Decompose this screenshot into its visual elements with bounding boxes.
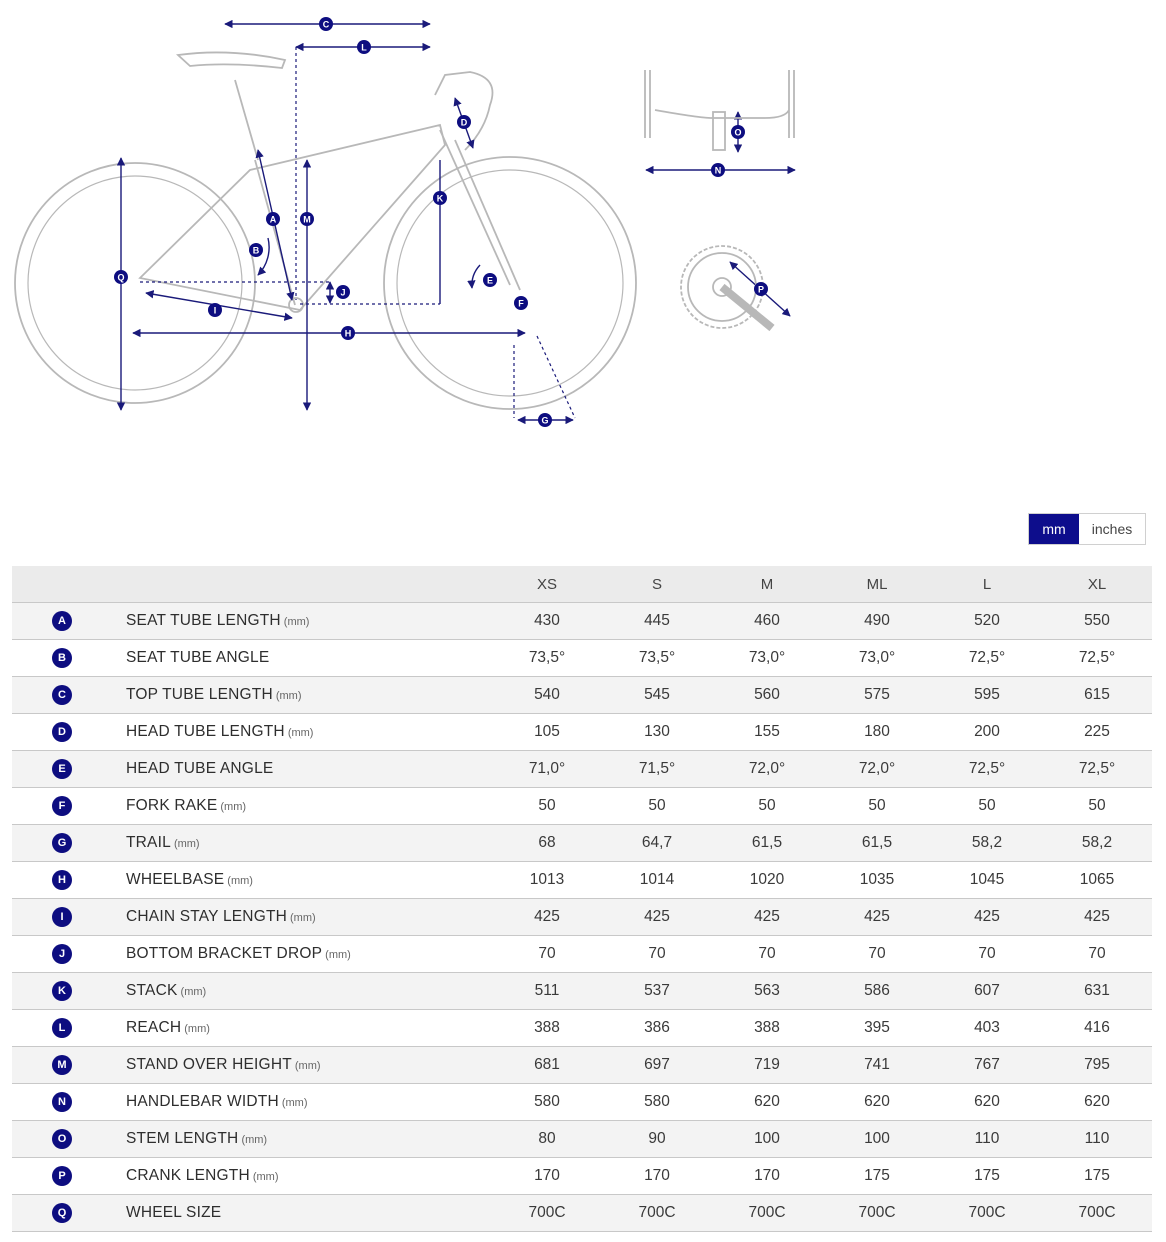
diagram-badge-q bbox=[114, 270, 128, 284]
size-value: 175 bbox=[932, 1158, 1042, 1195]
diagram-badge-p bbox=[754, 282, 768, 296]
size-value: 700C bbox=[1042, 1195, 1152, 1232]
table-row bbox=[12, 1121, 1152, 1158]
svg-text:G: G bbox=[541, 415, 549, 426]
dimension-letter-badge: D bbox=[52, 722, 72, 742]
size-value: 607 bbox=[932, 973, 1042, 1010]
size-value: 563 bbox=[712, 973, 822, 1010]
size-header: L bbox=[932, 566, 1042, 603]
size-value: 61,5 bbox=[712, 825, 822, 862]
row-label: STAND OVER HEIGHT bbox=[126, 1056, 292, 1073]
svg-text:D: D bbox=[460, 117, 468, 128]
size-value: 425 bbox=[602, 899, 712, 936]
row-unit: (mm) bbox=[275, 690, 302, 702]
row-label-cell bbox=[112, 788, 492, 825]
size-value: 70 bbox=[932, 936, 1042, 973]
size-value: 545 bbox=[602, 677, 712, 714]
badge-cell bbox=[12, 603, 112, 640]
size-value: 388 bbox=[712, 1010, 822, 1047]
size-header: ML bbox=[822, 566, 932, 603]
size-value: 73,0° bbox=[712, 640, 822, 677]
table-row bbox=[12, 788, 1152, 825]
dimension-letter-badge: J bbox=[52, 944, 72, 964]
size-value: 1045 bbox=[932, 862, 1042, 899]
row-label: WHEELBASE bbox=[126, 871, 225, 888]
size-value: 70 bbox=[712, 936, 822, 973]
size-value: 1020 bbox=[712, 862, 822, 899]
size-value: 72,5° bbox=[932, 751, 1042, 788]
row-label-cell bbox=[112, 677, 492, 714]
size-value: 72,5° bbox=[932, 640, 1042, 677]
size-value: 719 bbox=[712, 1047, 822, 1084]
badge-cell bbox=[12, 1121, 112, 1158]
row-unit: (mm) bbox=[220, 801, 247, 813]
row-unit: (mm) bbox=[287, 727, 314, 739]
row-label-cell bbox=[112, 603, 492, 640]
dimension-letter-badge: E bbox=[52, 759, 72, 779]
size-value: 620 bbox=[1042, 1084, 1152, 1121]
size-value: 681 bbox=[492, 1047, 602, 1084]
dimension-letter-badge: I bbox=[52, 907, 72, 927]
size-value: 1035 bbox=[822, 862, 932, 899]
size-value: 425 bbox=[932, 899, 1042, 936]
row-label-cell bbox=[112, 751, 492, 788]
row-label: STEM LENGTH bbox=[126, 1130, 239, 1147]
row-label: SEAT TUBE LENGTH bbox=[126, 612, 281, 629]
size-value: 697 bbox=[602, 1047, 712, 1084]
size-value: 100 bbox=[822, 1121, 932, 1158]
row-label: WHEEL SIZE bbox=[126, 1204, 222, 1221]
row-unit: (mm) bbox=[325, 949, 351, 961]
badge-cell bbox=[12, 751, 112, 788]
size-value: 741 bbox=[822, 1047, 932, 1084]
size-value: 425 bbox=[492, 899, 602, 936]
size-value: 595 bbox=[932, 677, 1042, 714]
size-value: 550 bbox=[1042, 603, 1152, 640]
table-row bbox=[12, 714, 1152, 751]
size-value: 700C bbox=[492, 1195, 602, 1232]
size-value: 615 bbox=[1042, 677, 1152, 714]
size-value: 631 bbox=[1042, 973, 1152, 1010]
dimension-letter-badge: L bbox=[52, 1018, 72, 1038]
table-row bbox=[12, 1047, 1152, 1084]
svg-text:E: E bbox=[486, 275, 494, 286]
row-label: HEAD TUBE ANGLE bbox=[126, 760, 274, 777]
diagram-badge-c bbox=[319, 17, 333, 31]
row-label-cell bbox=[112, 1047, 492, 1084]
unit-toggle bbox=[1028, 513, 1146, 545]
mm-button[interactable]: mm bbox=[1029, 514, 1079, 544]
row-label-cell bbox=[112, 862, 492, 899]
size-value: 403 bbox=[932, 1010, 1042, 1047]
table-row bbox=[12, 825, 1152, 862]
badge-cell bbox=[12, 1158, 112, 1195]
row-label-cell bbox=[112, 973, 492, 1010]
table-row bbox=[12, 899, 1152, 936]
diagram-badge-n bbox=[711, 163, 725, 177]
dimension-letter-badge: G bbox=[52, 833, 72, 853]
size-value: 416 bbox=[1042, 1010, 1152, 1047]
handlebar-top-view bbox=[645, 70, 794, 150]
inches-button[interactable]: inches bbox=[1079, 514, 1145, 544]
size-value: 58,2 bbox=[932, 825, 1042, 862]
size-value: 73,5° bbox=[602, 640, 712, 677]
badge-cell bbox=[12, 825, 112, 862]
table-row bbox=[12, 1010, 1152, 1047]
table-row bbox=[12, 677, 1152, 714]
size-value: 540 bbox=[492, 677, 602, 714]
size-value: 388 bbox=[492, 1010, 602, 1047]
svg-text:O: O bbox=[734, 127, 742, 138]
dimension-letter-badge: K bbox=[52, 981, 72, 1001]
size-header-row bbox=[12, 566, 1152, 603]
svg-text:F: F bbox=[518, 298, 524, 309]
size-value: 105 bbox=[492, 714, 602, 751]
dimension-badges bbox=[114, 17, 768, 427]
size-value: 73,5° bbox=[492, 640, 602, 677]
svg-text:A: A bbox=[269, 214, 277, 225]
size-value: 170 bbox=[602, 1158, 712, 1195]
size-value: 620 bbox=[932, 1084, 1042, 1121]
dimension-letter-badge: O bbox=[52, 1129, 72, 1149]
badge-cell bbox=[12, 1195, 112, 1232]
header-blank bbox=[112, 566, 492, 603]
row-label: TOP TUBE LENGTH bbox=[126, 686, 273, 703]
dimension-letter-badge: Q bbox=[52, 1203, 72, 1223]
row-label-cell bbox=[112, 640, 492, 677]
size-value: 50 bbox=[602, 788, 712, 825]
size-value: 64,7 bbox=[602, 825, 712, 862]
svg-text:H: H bbox=[344, 328, 352, 339]
row-unit: (mm) bbox=[281, 1097, 308, 1109]
badge-cell bbox=[12, 862, 112, 899]
dimension-letter-badge: P bbox=[52, 1166, 72, 1186]
table-row bbox=[12, 862, 1152, 899]
size-value: 70 bbox=[492, 936, 602, 973]
svg-text:C: C bbox=[322, 19, 330, 30]
dimension-letter-badge: A bbox=[52, 611, 72, 631]
size-value: 795 bbox=[1042, 1047, 1152, 1084]
diagram-badge-f bbox=[514, 296, 528, 310]
diagram-badge-a bbox=[266, 212, 280, 226]
size-value: 72,0° bbox=[822, 751, 932, 788]
diagram-badge-o bbox=[731, 125, 745, 139]
size-value: 155 bbox=[712, 714, 822, 751]
size-value: 580 bbox=[492, 1084, 602, 1121]
diagram-badge-h bbox=[341, 326, 355, 340]
row-label-cell bbox=[112, 1084, 492, 1121]
size-value: 580 bbox=[602, 1084, 712, 1121]
dimension-letter-badge: B bbox=[52, 648, 72, 668]
geometry-table bbox=[12, 566, 1152, 1232]
size-value: 72,5° bbox=[1042, 640, 1152, 677]
size-value: 50 bbox=[712, 788, 822, 825]
bike-outline bbox=[15, 52, 636, 409]
size-value: 700C bbox=[602, 1195, 712, 1232]
table-row bbox=[12, 603, 1152, 640]
row-unit: (mm) bbox=[252, 1171, 279, 1183]
size-value: 767 bbox=[932, 1047, 1042, 1084]
row-label-cell bbox=[112, 1121, 492, 1158]
size-value: 537 bbox=[602, 973, 712, 1010]
svg-text:Q: Q bbox=[117, 272, 125, 283]
size-value: 71,5° bbox=[602, 751, 712, 788]
size-value: 72,0° bbox=[712, 751, 822, 788]
table-row bbox=[12, 1158, 1152, 1195]
badge-cell bbox=[12, 1084, 112, 1121]
row-label: TRAIL bbox=[126, 834, 171, 851]
row-unit: (mm) bbox=[180, 986, 207, 998]
size-value: 520 bbox=[932, 603, 1042, 640]
size-value: 425 bbox=[1042, 899, 1152, 936]
size-value: 130 bbox=[602, 714, 712, 751]
row-label: BOTTOM BRACKET DROP bbox=[126, 945, 323, 962]
size-value: 200 bbox=[932, 714, 1042, 751]
svg-text:I: I bbox=[213, 305, 217, 316]
badge-cell bbox=[12, 973, 112, 1010]
size-value: 511 bbox=[492, 973, 602, 1010]
size-header: XL bbox=[1042, 566, 1152, 603]
badge-cell bbox=[12, 677, 112, 714]
svg-text:J: J bbox=[340, 287, 346, 298]
size-value: 460 bbox=[712, 603, 822, 640]
size-value: 700C bbox=[932, 1195, 1042, 1232]
badge-cell bbox=[12, 1010, 112, 1047]
size-value: 575 bbox=[822, 677, 932, 714]
size-value: 73,0° bbox=[822, 640, 932, 677]
size-value: 110 bbox=[932, 1121, 1042, 1158]
size-value: 386 bbox=[602, 1010, 712, 1047]
size-value: 50 bbox=[492, 788, 602, 825]
size-value: 90 bbox=[602, 1121, 712, 1158]
table-row bbox=[12, 973, 1152, 1010]
diagram-badge-k bbox=[433, 191, 447, 205]
size-value: 225 bbox=[1042, 714, 1152, 751]
size-value: 175 bbox=[1042, 1158, 1152, 1195]
dimension-letter-badge: N bbox=[52, 1092, 72, 1112]
size-value: 1065 bbox=[1042, 862, 1152, 899]
bike-geometry-diagram bbox=[0, 0, 820, 440]
size-value: 560 bbox=[712, 677, 822, 714]
size-header: XS bbox=[492, 566, 602, 603]
row-label: SEAT TUBE ANGLE bbox=[126, 649, 270, 666]
badge-cell bbox=[12, 936, 112, 973]
svg-text:B: B bbox=[252, 245, 260, 256]
row-label-cell bbox=[112, 714, 492, 751]
row-unit: (mm) bbox=[184, 1023, 210, 1035]
row-unit: (mm) bbox=[283, 616, 310, 628]
size-value: 71,0° bbox=[492, 751, 602, 788]
row-label-cell bbox=[112, 825, 492, 862]
size-value: 425 bbox=[822, 899, 932, 936]
svg-text:N: N bbox=[714, 165, 722, 176]
saddle bbox=[178, 52, 285, 68]
size-value: 620 bbox=[822, 1084, 932, 1121]
diagram-badge-g bbox=[538, 413, 552, 427]
dimension-letter-badge: F bbox=[52, 796, 72, 816]
row-unit: (mm) bbox=[290, 912, 316, 924]
table-row bbox=[12, 640, 1152, 677]
size-value: 170 bbox=[492, 1158, 602, 1195]
size-value: 68 bbox=[492, 825, 602, 862]
row-label: FORK RAKE bbox=[126, 797, 218, 814]
svg-text:K: K bbox=[436, 193, 444, 204]
size-value: 100 bbox=[712, 1121, 822, 1158]
row-unit: (mm) bbox=[227, 875, 253, 887]
dimension-letter-badge: H bbox=[52, 870, 72, 890]
badge-cell bbox=[12, 714, 112, 751]
size-value: 490 bbox=[822, 603, 932, 640]
row-label-cell bbox=[112, 936, 492, 973]
row-label: CRANK LENGTH bbox=[126, 1167, 250, 1184]
size-value: 700C bbox=[712, 1195, 822, 1232]
row-label-cell bbox=[112, 899, 492, 936]
badge-cell bbox=[12, 640, 112, 677]
table-row bbox=[12, 936, 1152, 973]
size-value: 70 bbox=[822, 936, 932, 973]
size-value: 430 bbox=[492, 603, 602, 640]
diagram-badge-e bbox=[483, 273, 497, 287]
size-value: 58,2 bbox=[1042, 825, 1152, 862]
row-unit: (mm) bbox=[173, 838, 200, 850]
table-row bbox=[12, 751, 1152, 788]
size-value: 72,5° bbox=[1042, 751, 1152, 788]
table-row bbox=[12, 1195, 1152, 1232]
size-value: 50 bbox=[822, 788, 932, 825]
diagram-badge-l bbox=[357, 40, 371, 54]
size-value: 1013 bbox=[492, 862, 602, 899]
size-value: 395 bbox=[822, 1010, 932, 1047]
row-label: REACH bbox=[126, 1019, 182, 1036]
header-blank bbox=[12, 566, 112, 603]
size-value: 70 bbox=[602, 936, 712, 973]
diagram-badge-i bbox=[208, 303, 222, 317]
rear-wheel bbox=[15, 163, 255, 403]
size-value: 180 bbox=[822, 714, 932, 751]
row-label: HANDLEBAR WIDTH bbox=[126, 1093, 279, 1110]
dimension-letter-badge: C bbox=[52, 685, 72, 705]
size-value: 445 bbox=[602, 603, 712, 640]
size-value: 110 bbox=[1042, 1121, 1152, 1158]
row-unit: (mm) bbox=[294, 1060, 321, 1072]
size-value: 80 bbox=[492, 1121, 602, 1158]
size-value: 586 bbox=[822, 973, 932, 1010]
size-value: 50 bbox=[932, 788, 1042, 825]
row-label-cell bbox=[112, 1010, 492, 1047]
seatpost bbox=[235, 80, 258, 160]
size-value: 50 bbox=[1042, 788, 1152, 825]
size-value: 620 bbox=[712, 1084, 822, 1121]
row-label: HEAD TUBE LENGTH bbox=[126, 723, 285, 740]
svg-text:P: P bbox=[757, 284, 765, 295]
size-header: M bbox=[712, 566, 822, 603]
size-header: S bbox=[602, 566, 712, 603]
diagram-badge-d bbox=[457, 115, 471, 129]
size-value: 170 bbox=[712, 1158, 822, 1195]
badge-cell bbox=[12, 1047, 112, 1084]
svg-text:L: L bbox=[361, 42, 367, 53]
row-label-cell bbox=[112, 1158, 492, 1195]
row-label-cell bbox=[112, 1195, 492, 1232]
size-value: 61,5 bbox=[822, 825, 932, 862]
size-value: 1014 bbox=[602, 862, 712, 899]
diagram-badge-j bbox=[336, 285, 350, 299]
size-value: 175 bbox=[822, 1158, 932, 1195]
svg-text:M: M bbox=[303, 214, 311, 225]
badge-cell bbox=[12, 788, 112, 825]
dimension-letter-badge: M bbox=[52, 1055, 72, 1075]
diagram-badge-m bbox=[300, 212, 314, 226]
size-value: 425 bbox=[712, 899, 822, 936]
badge-cell bbox=[12, 899, 112, 936]
size-value: 70 bbox=[1042, 936, 1152, 973]
size-value: 700C bbox=[822, 1195, 932, 1232]
row-label: CHAIN STAY LENGTH bbox=[126, 908, 288, 925]
table-row bbox=[12, 1084, 1152, 1121]
row-label: STACK bbox=[126, 982, 178, 999]
diagram-badge-b bbox=[249, 243, 263, 257]
row-unit: (mm) bbox=[241, 1134, 268, 1146]
